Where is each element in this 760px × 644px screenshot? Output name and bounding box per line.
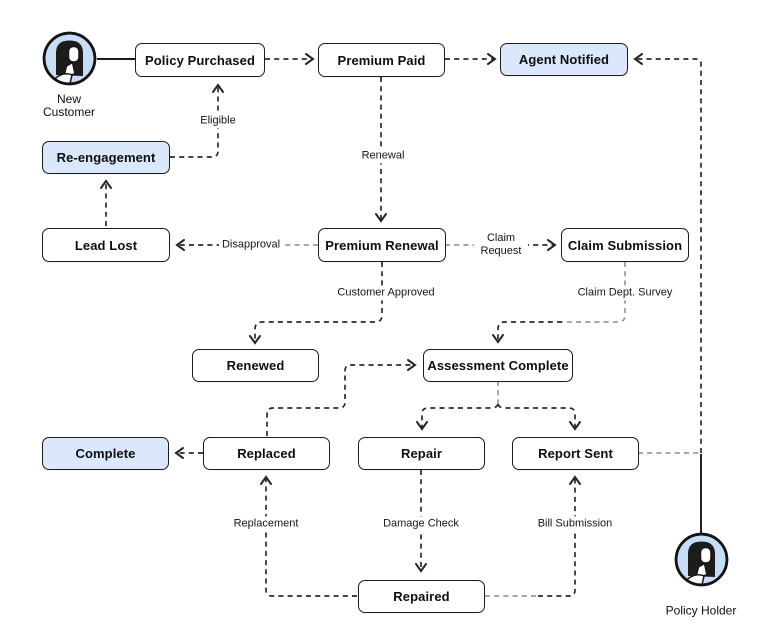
node-repaired[interactable]: Repaired	[358, 580, 485, 613]
node-claim-submission[interactable]: Claim Submission	[561, 228, 689, 262]
node-lead-lost[interactable]: Lead Lost	[42, 228, 170, 262]
person-icon	[673, 531, 730, 588]
edge-label-replacement: Replacement	[231, 516, 302, 531]
edge-label-eligible: Eligible	[197, 113, 238, 128]
avatar-policy-holder[interactable]	[673, 531, 730, 588]
node-complete[interactable]: Complete	[42, 437, 169, 470]
person-icon	[41, 30, 98, 87]
node-renewed[interactable]: Renewed	[192, 349, 319, 382]
node-agent-notified[interactable]: Agent Notified	[500, 43, 628, 76]
edge-label-bill-submission: Bill Submission	[535, 516, 616, 531]
node-policy-purchased[interactable]: Policy Purchased	[135, 43, 265, 77]
edge-label-damage-check: Damage Check	[380, 516, 462, 531]
edge-repaired-report-sent	[538, 477, 575, 596]
edge-premium-renewal-renewed	[255, 262, 382, 343]
edge-claim-submission-assessment-complete	[498, 322, 562, 342]
edge-assessment-complete-report-sent	[498, 404, 575, 429]
actor-label-policy-holder: Policy Holder	[665, 603, 737, 618]
actor-label-new-customer: New Customer	[42, 91, 95, 119]
edge-label-claim-dept-survey: Claim Dept. Survey	[575, 285, 676, 300]
node-re-engagement[interactable]: Re-engagement	[42, 141, 170, 174]
node-replaced[interactable]: Replaced	[203, 437, 330, 470]
node-premium-paid[interactable]: Premium Paid	[318, 43, 445, 77]
edge-label-customer-approved: Customer Approved	[334, 285, 437, 300]
node-assessment-complete[interactable]: Assessment Complete	[423, 349, 573, 382]
node-report-sent[interactable]: Report Sent	[512, 437, 639, 470]
edge-assessment-complete-repair	[422, 404, 498, 429]
node-premium-renewal[interactable]: Premium Renewal	[318, 228, 446, 262]
edge-label-renewal: Renewal	[359, 148, 408, 163]
avatar-new-customer[interactable]	[41, 30, 98, 87]
node-repair[interactable]: Repair	[358, 437, 485, 470]
edge-repaired-replaced	[266, 477, 357, 596]
edge-label-claim-request: Claim Request	[474, 231, 528, 259]
edge-label-disapproval: Disapproval	[219, 237, 283, 252]
